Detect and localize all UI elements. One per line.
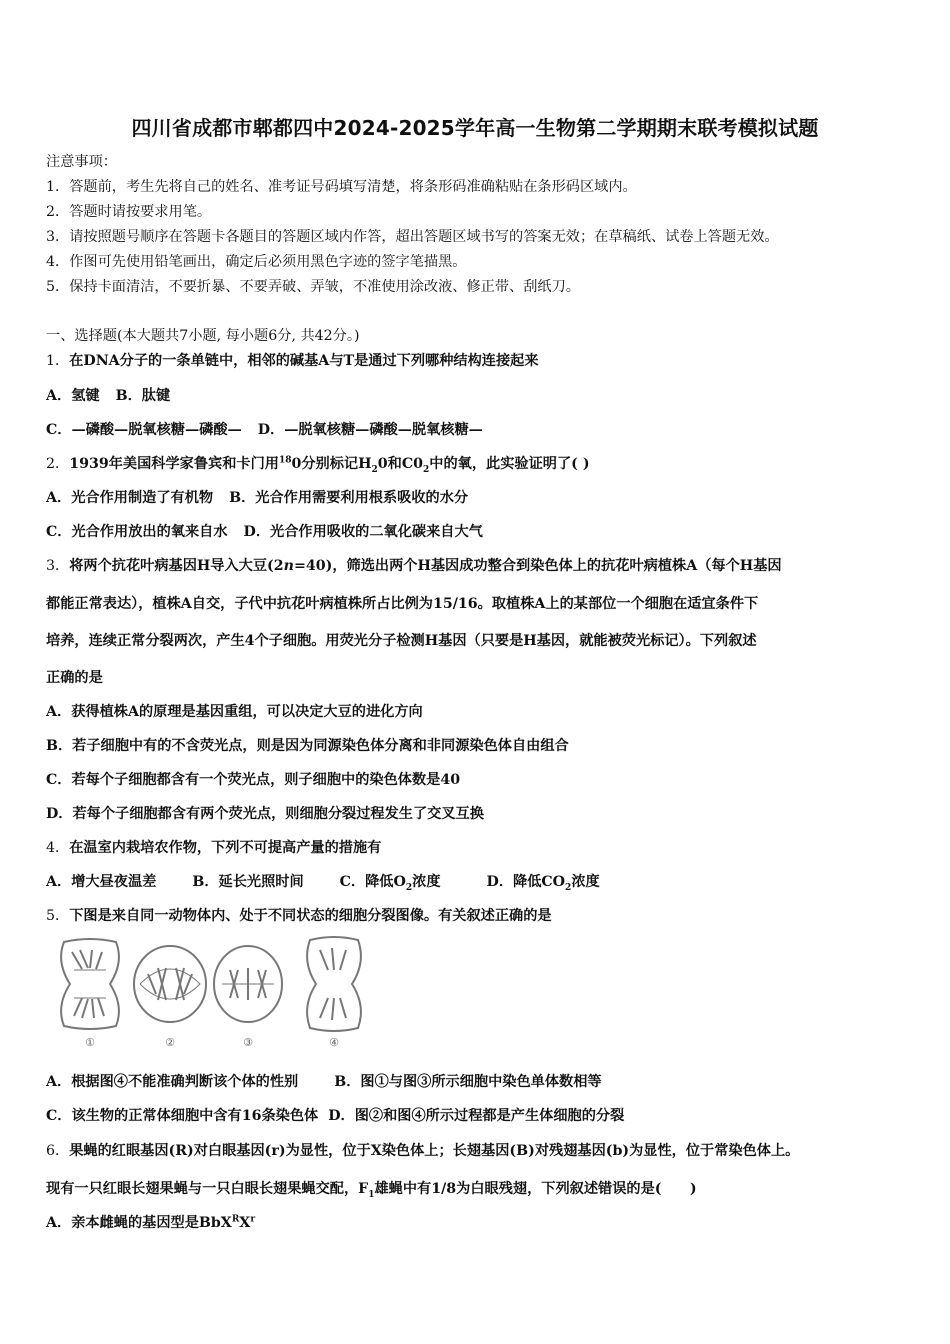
option-text: A．亲本雌蝇的基因型是BbX [46, 1215, 232, 1231]
option-b: B．光合作用需要利用根系吸收的水分 [229, 490, 469, 506]
notice-item-2: 2．答题时请按要求用笔。 [46, 204, 212, 220]
cell-division-figure [52, 934, 382, 1052]
cell-3-diagram [214, 946, 282, 1022]
question-2-options-cd [46, 522, 483, 542]
question-3-option-a: A．获得植株A的原理是基因重组，可以决定大豆的进化方向 [46, 704, 423, 720]
subscript: 2 [565, 882, 572, 893]
option-text: X [239, 1215, 251, 1231]
question-4-options [46, 872, 600, 892]
question-5-options-cd [46, 1106, 624, 1126]
option-c: C．光合作用放出的氧来自水 [46, 524, 228, 540]
subscript: 2 [405, 882, 413, 893]
question-3-line-4: 正确的是 [46, 670, 103, 686]
question-1-options-ab [46, 386, 170, 406]
option-a: A．光合作用制造了有机物 [46, 490, 214, 506]
superscript: 18 [278, 455, 292, 466]
section-heading: 一、选择题(本大题共7小题, 每小题6分, 共42分。) [46, 328, 360, 344]
notice-item-3: 3．请按照题号顺序在答题卡各题目的答题区域内作答，超出答题区域书写的答案无效；在草稿纸、试卷上答题无效。 [46, 229, 779, 245]
option-b: B．延长光照时间 [192, 874, 304, 890]
cell-4-diagram [307, 937, 361, 1031]
option-c: C．该生物的正常体细胞中含有16条染色体 [46, 1108, 319, 1124]
option-c [339, 874, 441, 893]
question-5-options-ab [46, 1072, 602, 1092]
subscript: 2 [371, 464, 378, 475]
question-3-line-2: 都能正常表达），植株A自交，子代中抗花叶病植株所占比例为15/16。取植株A上的某部位一个细胞在适宜条件下 [46, 596, 759, 612]
question-text: 雄蝇中有1/8为白眼残翅，下列叙述错误的是( ) [374, 1181, 697, 1197]
question-number: 1． [46, 353, 70, 369]
question-2-options-ab [46, 488, 468, 508]
figure-label-3: ③ [243, 1036, 253, 1049]
italic-n: n [283, 558, 294, 574]
notice-item-4: 4．作图可先使用铅笔画出，确定后必须用黑色字迹的签字笔描黑。 [46, 254, 467, 270]
cell-2-diagram [134, 946, 206, 1022]
question-text: 0分别标记H [291, 456, 372, 472]
superscript: r [250, 1214, 256, 1225]
option-b: B．肽键 [115, 388, 171, 404]
notice-item-5: 5．保持卡面清洁，不要折暴、不要弄破、弄皱，不准使用涂改液、修正带、刮纸刀。 [46, 279, 580, 295]
option-text: C．降低O [339, 874, 406, 890]
question-1-stem [46, 351, 539, 371]
question-6-line-2 [46, 1179, 697, 1199]
option-a: A．氢键 [46, 388, 100, 404]
question-number: 2． [46, 456, 70, 472]
subscript: 1 [368, 1189, 375, 1200]
question-2-stem [46, 454, 590, 474]
question-text: 下图是来自同一动物体内、处于不同状态的细胞分裂图像。有关叙述正确的是 [69, 908, 552, 924]
question-5-stem [46, 906, 552, 926]
cell-1-diagram [61, 939, 119, 1029]
option-d: D．光合作用吸收的二氧化碳来自大气 [243, 524, 483, 540]
option-text: 浓度 [571, 874, 600, 890]
question-text: 1939年美国科学家鲁宾和卡门用 [69, 456, 279, 472]
figure-label-1: ① [85, 1036, 95, 1049]
question-6-option-a [46, 1213, 255, 1233]
question-3-option-d: D．若每个子细胞都含有两个荧光点，则细胞分裂过程发生了交叉互换 [46, 806, 484, 822]
option-text: D．降低CO [486, 874, 566, 890]
option-d: D．图②和图④所示过程都是产生体细胞的分裂 [328, 1108, 625, 1124]
question-text: 果蝇的红眼基因(R)对白眼基因(r)为显性，位于X染色体上；长翅基因(B)对残翅基因(b)为显性，位于常染色体上。 [69, 1143, 800, 1159]
question-number: 3． [46, 558, 70, 574]
option-text: 浓度 [412, 874, 441, 890]
question-1-options-cd [46, 420, 483, 440]
question-text: 将两个抗花叶病基因H导入大豆(2 [69, 558, 284, 574]
question-text: 中的氧，此实验证明了( ) [429, 456, 590, 472]
option-a: A．增大昼夜温差 [46, 874, 157, 890]
question-text: 现有一只红眼长翅果蝇与一只白眼长翅果蝇交配，F [46, 1181, 369, 1197]
page-title: 四川省成都市郫都四中2024-2025学年高一生物第二学期期末联考模拟试题 [131, 116, 819, 140]
notice-item-1: 1．答题前，考生先将自己的姓名、准考证号码填写清楚，将条形码准确粘贴在条形码区域内。 [46, 179, 637, 195]
question-text: 在DNA分子的一条单链中，相邻的碱基A与T是通过下列哪种结构连接起来 [69, 353, 539, 369]
notice-heading: 注意事项： [46, 154, 117, 170]
option-a: A．根据图④不能准确判断该个体的性别 [46, 1074, 299, 1090]
question-text: 0和C0 [377, 456, 424, 472]
option-c: C．—磷酸—脱氧核糖—磷酸— [46, 422, 242, 438]
question-3-option-b: B．若子细胞中有的不含荧光点，则是因为同源染色体分离和非同源染色体自由组合 [46, 738, 569, 754]
option-d [486, 874, 600, 893]
question-4-stem [46, 838, 381, 858]
option-d: D．—脱氧核糖—磷酸—脱氧核糖— [257, 422, 483, 438]
question-number: 4． [46, 840, 70, 856]
question-number: 6． [46, 1143, 70, 1159]
question-text: =40)，筛选出两个H基因成功整合到染色体上的抗花叶病植株A（每个H基因 [293, 558, 782, 574]
subscript: 2 [423, 464, 430, 475]
question-3-line-1 [46, 556, 782, 576]
option-b: B．图①与图③所示细胞中染色单体数相等 [334, 1074, 602, 1090]
question-number: 5． [46, 908, 70, 924]
question-3-option-c: C．若每个子细胞都含有一个荧光点，则子细胞中的染色体数是40 [46, 772, 461, 788]
question-3-line-3: 培养，连续正常分裂两次，产生4个子细胞。用荧光分子检测H基因（只要是H基因，就能被荧光标记）。下列叙述 [46, 633, 757, 649]
figure-label-4: ④ [329, 1036, 339, 1049]
question-text: 在温室内栽培农作物，下列不可提高产量的措施有 [69, 840, 382, 856]
question-6-line-1 [46, 1141, 799, 1161]
superscript: R [231, 1214, 240, 1225]
figure-label-2: ② [165, 1036, 175, 1049]
